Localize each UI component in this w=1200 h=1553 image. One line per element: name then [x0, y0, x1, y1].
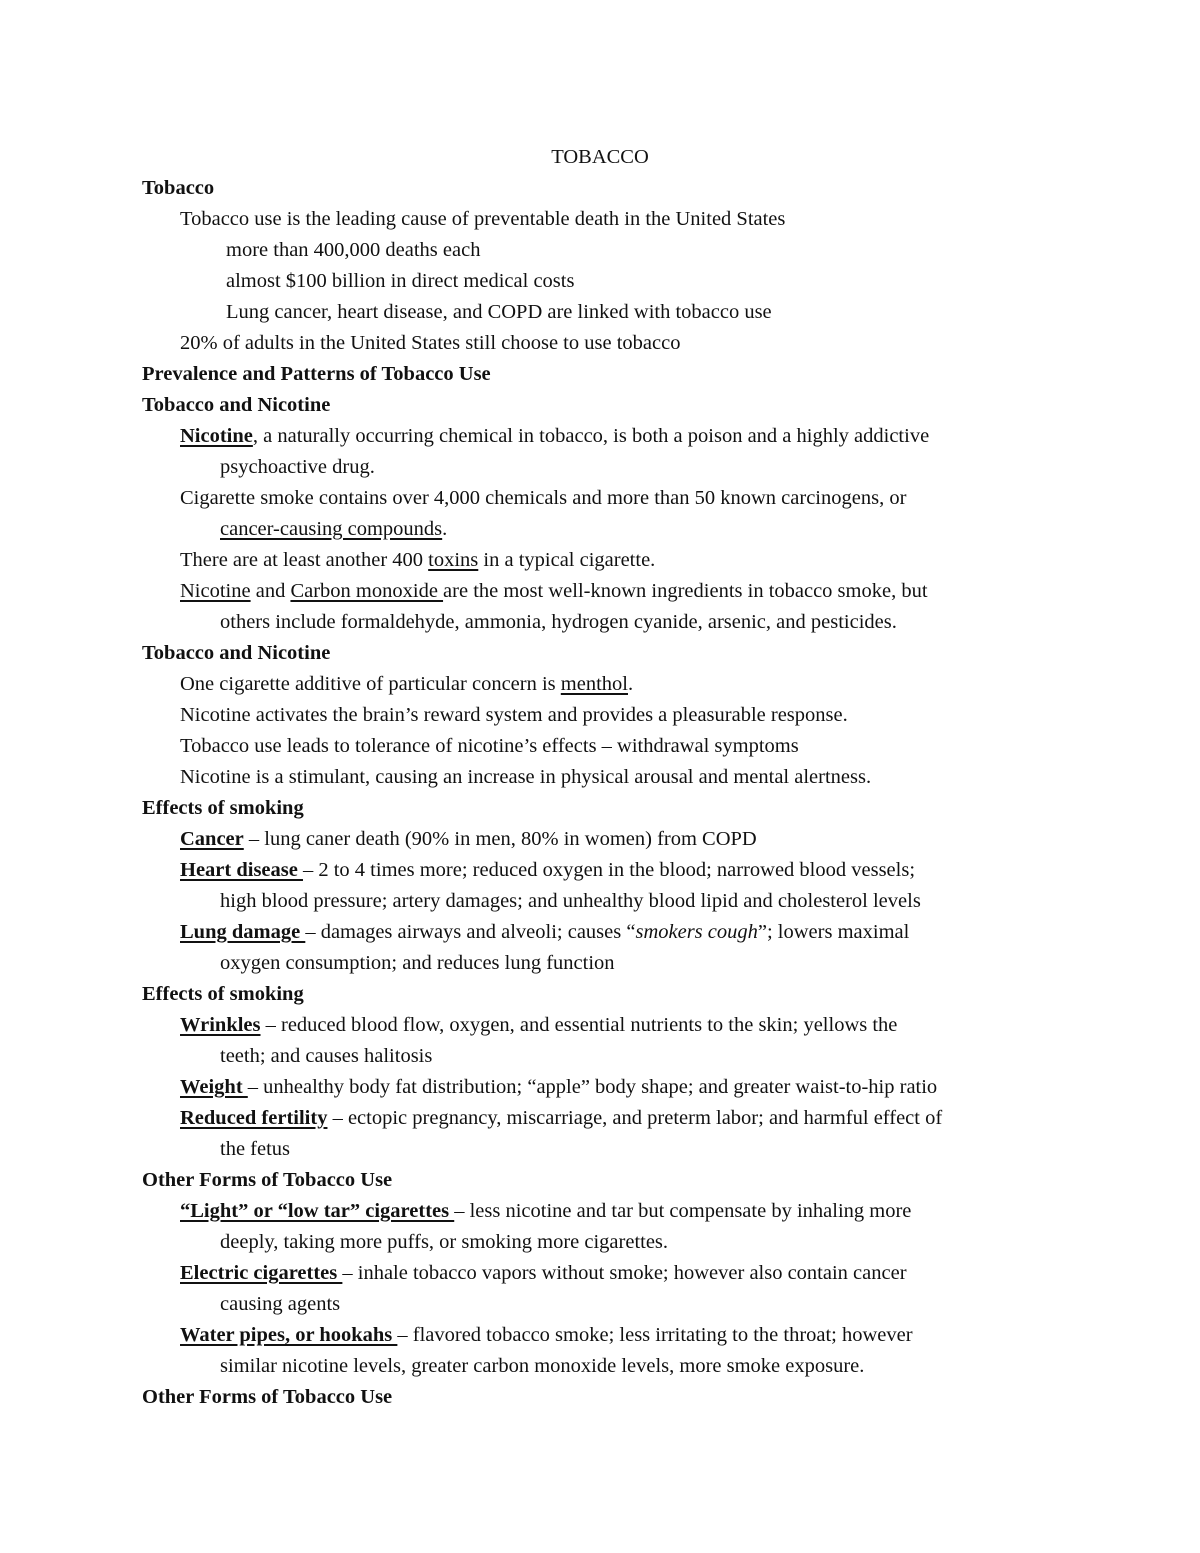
text-span: , a naturally occurring chemical in tobacco, is both a poison and a highly addictive	[252, 425, 930, 447]
text-line	[180, 1108, 942, 1129]
term-electric-cigarettes: Electric cigarettes	[180, 1262, 343, 1284]
text-line: oxygen consumption; and reduces lung function	[220, 952, 615, 974]
term-weight: Weight	[180, 1076, 248, 1098]
text-span: and	[250, 580, 291, 602]
text-line	[180, 922, 909, 943]
text-span: – lung caner death (90% in men, 80% in women) from COPD	[243, 828, 757, 850]
heading-other-forms-2: Other Forms of Tobacco Use	[142, 1386, 393, 1408]
text-span: – damages airways and alveoli; causes “	[305, 921, 636, 943]
text-line: the fetus	[220, 1138, 291, 1160]
heading-tobacco-nicotine-2: Tobacco and Nicotine	[142, 642, 331, 664]
term-menthol: menthol	[560, 673, 628, 695]
heading-tobacco: Tobacco	[142, 177, 215, 199]
term-cancer: Cancer	[180, 828, 244, 850]
text-span: .	[627, 673, 634, 695]
text-line: almost $100 billion in direct medical costs	[226, 270, 575, 292]
heading-effects-smoking-2: Effects of smoking	[142, 983, 304, 1005]
text-span: – unhealthy body fat distribution; “apple” body shape; and greater waist-to-hip ratio	[247, 1076, 938, 1098]
heading-tobacco-nicotine: Tobacco and Nicotine	[142, 394, 331, 416]
term-light-cigarettes: “Light” or “low tar” cigarettes	[180, 1200, 455, 1222]
text-line	[180, 550, 655, 571]
text-line: causing agents	[220, 1293, 341, 1315]
text-span: – 2 to 4 times more; reduced oxygen in the blood; narrowed blood vessels;	[302, 859, 916, 881]
text-line	[180, 426, 929, 447]
text-line: Lung cancer, heart disease, and COPD are linked with tobacco use	[226, 301, 772, 323]
text-line	[180, 674, 633, 695]
text-span: There are at least another 400	[180, 549, 429, 571]
text-line: Tobacco use is the leading cause of preventable death in the United States	[180, 208, 786, 230]
heading-other-forms: Other Forms of Tobacco Use	[142, 1169, 393, 1191]
term-reduced-fertility: Reduced fertility	[180, 1107, 328, 1129]
text-span: .	[442, 518, 448, 540]
text-span: ”; lowers maximal	[757, 921, 910, 943]
text-span: are the most well-known ingredients in tobacco smoke, but	[443, 580, 928, 602]
text-italic: smokers cough	[635, 921, 758, 943]
text-line: Nicotine activates the brain’s reward system and provides a pleasurable response.	[180, 704, 848, 726]
text-line	[180, 860, 915, 881]
term-nicotine: Nicotine	[180, 425, 253, 447]
page-title: TOBACCO	[551, 146, 649, 168]
text-span: in a typical cigarette.	[478, 549, 656, 571]
text-line: 20% of adults in the United States still choose to use tobacco	[180, 332, 681, 354]
text-line: deeply, taking more puffs, or smoking more cigarettes.	[220, 1231, 669, 1253]
text-span: – reduced blood flow, oxygen, and essential nutrients to the skin; yellows the	[260, 1014, 898, 1036]
text-line: Cigarette smoke contains over 4,000 chemicals and more than 50 known carcinogens, or	[180, 487, 907, 509]
term-carbon-monoxide: Carbon monoxide	[290, 580, 444, 602]
text-span: – inhale tobacco vapors without smoke; however also contain cancer	[342, 1262, 907, 1284]
term-lung-damage: Lung damage	[180, 921, 306, 943]
term-wrinkles: Wrinkles	[180, 1014, 261, 1036]
heading-prevalence: Prevalence and Patterns of Tobacco Use	[142, 363, 491, 385]
text-line: teeth; and causes halitosis	[220, 1045, 433, 1067]
text-line: psychoactive drug.	[220, 456, 375, 478]
text-span: – flavored tobacco smoke; less irritating to the throat; however	[397, 1324, 913, 1346]
term-cancer-causing: cancer-causing compounds	[220, 518, 443, 540]
text-line: similar nicotine levels, greater carbon monoxide levels, more smoke exposure.	[220, 1355, 865, 1377]
text-line: Tobacco use leads to tolerance of nicotine’s effects – withdrawal symptoms	[180, 735, 799, 757]
text-span: – less nicotine and tar but compensate by inhaling more	[454, 1200, 912, 1222]
text-line	[180, 1263, 907, 1284]
text-line	[180, 1325, 913, 1346]
term-toxins: toxins	[428, 549, 479, 571]
text-span: – ectopic pregnancy, miscarriage, and preterm labor; and harmful effect of	[327, 1107, 943, 1129]
text-span: One cigarette additive of particular concern is	[180, 673, 561, 695]
text-line	[180, 1015, 897, 1036]
text-line	[180, 581, 928, 602]
text-line: others include formaldehyde, ammonia, hydrogen cyanide, arsenic, and pesticides.	[220, 611, 897, 633]
text-line: high blood pressure; artery damages; and unhealthy blood lipid and cholesterol levels	[220, 890, 921, 912]
text-line	[180, 1201, 911, 1222]
text-line	[180, 829, 757, 850]
heading-effects-smoking: Effects of smoking	[142, 797, 304, 819]
term-heart-disease: Heart disease	[180, 859, 303, 881]
text-line: more than 400,000 deaths each	[226, 239, 481, 261]
term-water-pipes: Water pipes, or hookahs	[180, 1324, 398, 1346]
text-line	[220, 519, 447, 540]
term-nicotine-ingredient: Nicotine	[180, 580, 251, 602]
text-line	[180, 1077, 937, 1098]
text-line: Nicotine is a stimulant, causing an increase in physical arousal and mental alertness.	[180, 766, 872, 788]
